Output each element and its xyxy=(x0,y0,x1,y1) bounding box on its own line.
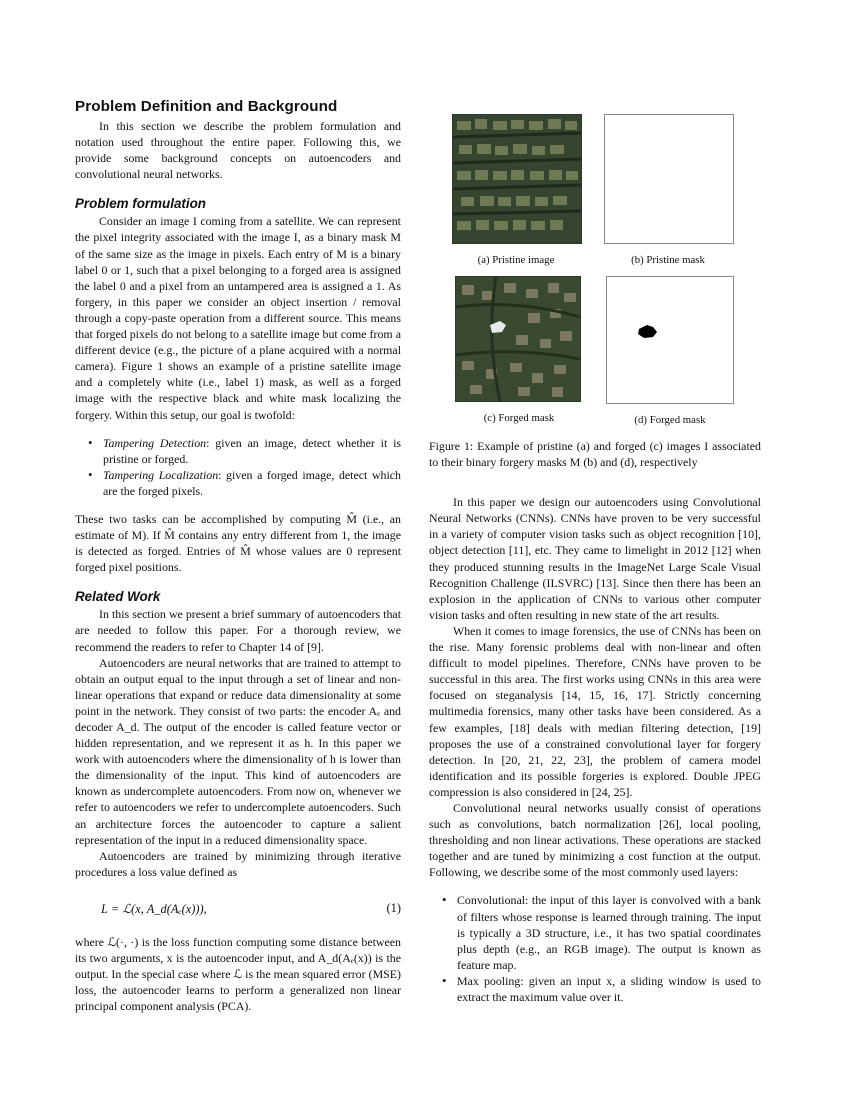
section-heading: Problem Definition and Background xyxy=(75,98,338,115)
forged-satellite-image xyxy=(455,276,581,402)
tasks-paragraph: These two tasks can be accomplished by computing M̂ (i.e., an estimate of M). If M̂ contains any entry different from 1, the image is detected as forged. Entries of M̂ whose values are 0 represent forged pixel positions. xyxy=(75,511,401,575)
goal-item-localization xyxy=(75,467,401,499)
equation-number: (1) xyxy=(386,900,401,915)
subsection-heading-related-work: Related Work xyxy=(75,589,161,605)
related-work-paragraph-2: Autoencoders are neural networks that are trained to attempt to obtain an output equal to the input through a set of linear and non-linear operations that expand or reduce data dimensionality at some point in the network. They consist of two parts: the encoder Aₑ and decoder A_d. The output of the encoder is called feature vector or hidden representation, and we represent it as h. In this paper we work with autoencoders where the dimensionality of h is lower than the dimensionality of the input. This kind of autoencoders are known as undercomplete autoencoders. From now on, whenever we refer to autoencoders we refer to undercomplete autoencoders. Such an architecture forces the autoencoder to capture a salient representation of the input in a reduced dimensionality space. xyxy=(75,655,401,847)
layer-item-max-pooling: • Max pooling: given an input x, a sliding window is used to extract the maximum value over it. xyxy=(429,973,761,1005)
panel-c xyxy=(455,276,594,424)
caption-d: (d) Forged mask xyxy=(634,414,706,426)
left-column xyxy=(75,98,401,1014)
figure-caption: Figure 1: Example of pristine (a) and forged (c) images I associated to their binary forgery masks M (b) and (d), respectively xyxy=(429,439,761,470)
related-work-paragraph-3: Autoencoders are trained by minimizing through iterative procedures a loss value defined as xyxy=(75,848,401,879)
cnn-paragraph-2: When it comes to image forensics, the use of CNNs has been on the rise. Many forensic problems deal with non-linear and often difficult to model pipelines. Therefore, CNNs have proven to be successful in this area. The first works using CNNs in this area were focused on steganalysis [14, 15, 16, 17]. Strictly concerning multimedia forensics, many other tasks have been considered. As a few examples, [18] deals with median filtering detection, [19] proposes the use of a constrained convolutional layer for forgery detection. In [20, 21, 22, 23], the problem of camera model identification and its possible forgeries is explored. Double JPEG compression is also considered in [24, 25]. xyxy=(429,623,761,799)
equation-1 xyxy=(75,894,401,924)
cnn-paragraph-3: Convolutional neural networks usually consist of operations such as convolutions, batch normalization [26], local pooling, thresholding and non linear activations. These operations are stacked together and are tuned by minimizing a cost function at the output. Following, we describe some of the most commonly used layers: xyxy=(429,800,761,880)
panel-d xyxy=(606,276,745,426)
goal-text: : given an image, detect whether it is pristine or forged. xyxy=(103,435,402,466)
pristine-satellite-image xyxy=(452,114,582,244)
forged-mask xyxy=(606,276,734,404)
goal-item-detection xyxy=(75,435,401,467)
panel-a xyxy=(452,114,591,266)
goal-list xyxy=(75,435,401,499)
loss-paragraph: where ℒ(·, ·) is the loss function computing some distance between its two arguments, x is the autoencoder input, and A_d(Aₑ(x)) is the output. In the special case where ℒ is the mean squared error (MSE) loss, the autoencoder learns to perform a generalized non linear principal component analysis (PCA). xyxy=(75,934,401,1014)
related-work-paragraph-1: In this section we present a brief summary of autoencoders that are needed to follow this paper. For a thorough review, we recommend the readers to refer to Chapter 14 of [9]. xyxy=(75,607,401,654)
goal-term: Tampering Detection xyxy=(103,435,207,450)
goal-term: Tampering Localization xyxy=(103,467,219,482)
panel-b xyxy=(604,114,743,266)
layers-list xyxy=(429,892,761,1005)
right-column xyxy=(429,98,761,1017)
figure-1 xyxy=(429,98,761,438)
spacer xyxy=(429,470,761,494)
equation-expression: L = ℒ(x, A_d(Aₑ(x))), xyxy=(101,901,207,916)
caption-c: (c) Forged mask xyxy=(483,412,555,424)
layer-item-convolutional: • Convolutional: the input of this layer is convolved with a bank of filters whose response is learned through training. The input is typically a 3D structure, i.e., it has two spatial coordinates plus depth (e.g., an RGB image). The output is known as feature map. xyxy=(429,892,761,972)
problem-formulation-paragraph: Consider an image I coming from a satellite. We can represent the pixel integrity associated with the image I, as a binary mask M of the same size as the image in pixels. Each entry of M is a binary label 0 or 1, such that a pixel belonging to a forged area is assigned the label 0 and a pixel from an untampered area is assigned a 1. As forgery, in this paper we consider an object insertion / removal through a copy-paste operation from a different source. This means that forged pixels do not belong to a satellite image but come from a different device (e.g., the picture of a plane acquired with a normal camera). Figure 1 shows an example of a pristine satellite image and a completely white (i.e., label 1) mask, as well as a forged image with the respective black and white mask localizing the forgery. Within this setup, our goal is twofold: xyxy=(75,214,401,422)
cnn-paragraph-1: In this paper we design our autoencoders using Convolutional Neural Networks (CNNs). CNNs have proven to be very successful in a variety of computer vision tasks such as object recognition [10], object detection [11], etc. They came to limelight in 2012 [12] when they produced stunning results in the ImageNet Large Scale Visual Recognition Challenge (ILSVRC) [13]. Since then there has been an explosion in the application of CNNs to various other computer vision tasks and often resulting in new state of the art results. xyxy=(429,495,761,622)
goal-text: : given a forged image, detect which are the forged pixels. xyxy=(103,467,402,498)
section-intro: In this section we describe the problem formulation and notation used throughout the entire paper. Following this, we provide some background concepts on autoencoders and convolutional neural networks. xyxy=(75,119,401,182)
pristine-mask xyxy=(604,114,734,244)
caption-b: (b) Pristine mask xyxy=(631,254,705,266)
caption-a: (a) Pristine image xyxy=(477,254,555,266)
subsection-heading-problem-formulation: Problem formulation xyxy=(75,196,206,212)
